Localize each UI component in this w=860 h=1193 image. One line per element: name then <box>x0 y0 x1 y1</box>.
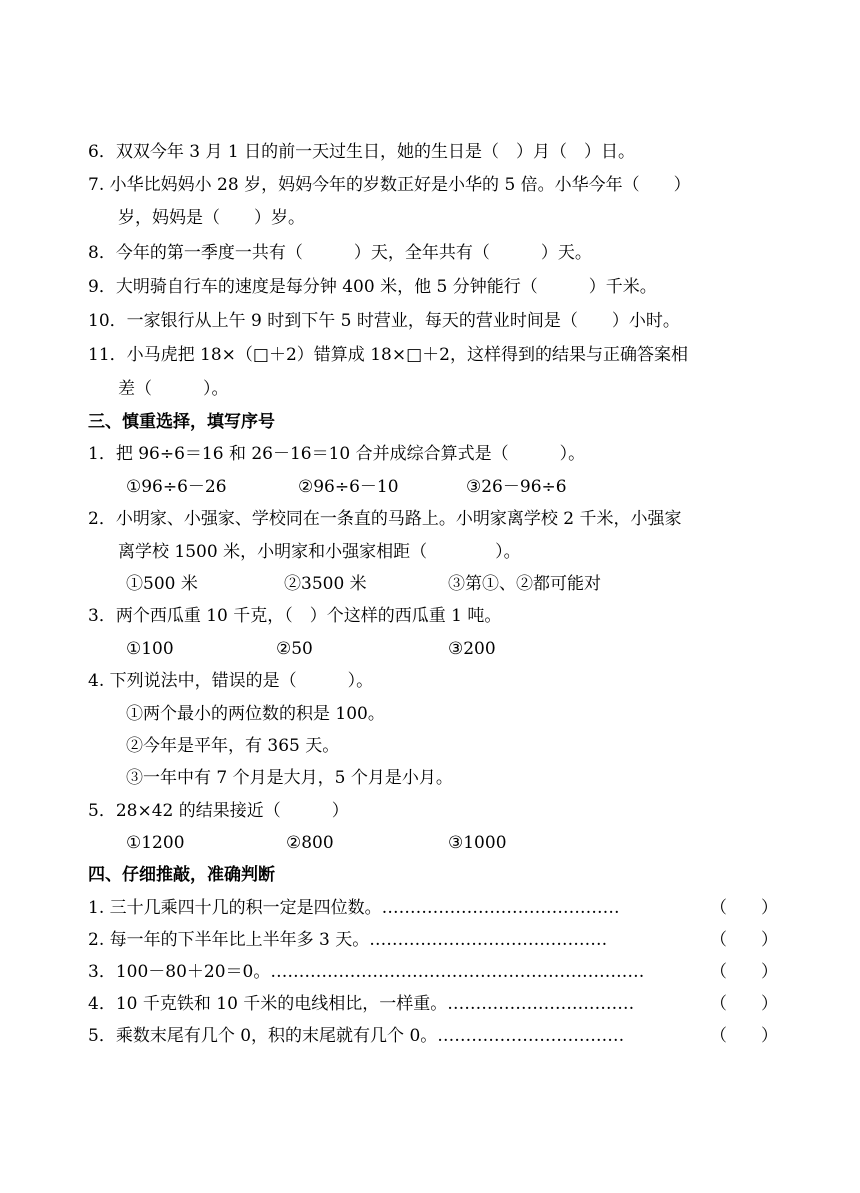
question-2-10: 10．一家银行从上午 9 时到下午 5 时营业，每天的营业时间是（ ）小时。 <box>88 311 680 331</box>
judge-item-text: 3．100－80＋20＝0。………………………………………………………… <box>88 962 645 982</box>
answer-paren: （ ） <box>710 1026 778 1046</box>
judge-item-text: 4．10 千克铁和 10 千米的电线相比，一样重。…………………………… <box>88 994 635 1014</box>
judge-item-text: 1. 三十几乘四十几的积一定是四位数。…………………………………… <box>88 898 620 918</box>
question-2-8: 8．今年的第一季度一共有（ ）天，全年共有（ ）天。 <box>88 243 592 263</box>
question-3-5: 5．28×42 的结果接近（ ） <box>88 801 349 821</box>
option-b: ②96÷6－10 <box>298 477 399 497</box>
option-a: ①100 <box>126 639 174 659</box>
question-2-11-line1: 11．小马虎把 18×（□＋2）错算成 18×□＋2，这样得到的结果与正确答案相 <box>88 345 688 365</box>
question-3-2-line2: 离学校 1500 米，小明家和小强家相距（ ）。 <box>118 542 521 562</box>
option-c: ③200 <box>448 639 496 659</box>
option-c: ③第①、②都可能对 <box>448 574 601 594</box>
question-3-2-line1: 2．小明家、小强家、学校同在一条直的马路上。小明家离学校 2 千米，小强家 <box>88 509 682 529</box>
option-a: ①500 米 <box>126 574 198 594</box>
question-2-6: 6．双双今年 3 月 1 日的前一天过生日，她的生日是（ ）月（ ）日。 <box>88 142 636 162</box>
answer-paren: （ ） <box>710 994 778 1014</box>
answer-paren: （ ） <box>710 962 778 982</box>
option-b: ②800 <box>286 833 334 853</box>
option-a: ①1200 <box>126 833 185 853</box>
judge-item-text: 5．乘数末尾有几个 0，积的末尾就有几个 0。…………………………… <box>88 1026 625 1046</box>
question-3-3: 3．两个西瓜重 10 千克，（ ）个这样的西瓜重 1 吨。 <box>88 606 502 626</box>
question-3-4: 4. 下列说法中，错误的是（ ）。 <box>88 671 374 691</box>
section-heading-4: 四、仔细推敲，准确判断 <box>88 865 275 885</box>
option-b: ②3500 米 <box>284 574 367 594</box>
option-c: ③1000 <box>448 833 507 853</box>
question-3-4-statement-c: ③一年中有 7 个月是大月，5 个月是小月。 <box>126 768 453 788</box>
question-2-11-line2: 差（ ）。 <box>118 379 229 399</box>
answer-paren: （ ） <box>710 898 778 918</box>
question-3-4-statement-b: ②今年是平年，有 365 天。 <box>126 736 340 756</box>
question-2-7-line1: 7. 小华比妈妈小 28 岁，妈妈今年的岁数正好是小华的 5 倍。小华今年（ ） <box>88 175 691 195</box>
answer-paren: （ ） <box>710 930 778 950</box>
section-heading-3: 三、慎重选择，填写序号 <box>88 412 275 432</box>
judge-item-text: 2. 每一年的下半年比上半年多 3 天。…………………………………… <box>88 930 608 950</box>
question-2-9: 9．大明骑自行车的速度是每分钟 400 米，他 5 分钟能行（ ）千米。 <box>88 277 657 297</box>
question-3-1: 1．把 96÷6＝16 和 26－16＝10 合并成综合算式是（ ）。 <box>88 444 586 464</box>
option-b: ②50 <box>276 639 313 659</box>
question-3-4-statement-a: ①两个最小的两位数的积是 100。 <box>126 704 385 724</box>
question-2-7-line2: 岁，妈妈是（ ）岁。 <box>118 208 305 228</box>
option-a: ①96÷6－26 <box>126 477 227 497</box>
option-c: ③26－96÷6 <box>466 477 567 497</box>
